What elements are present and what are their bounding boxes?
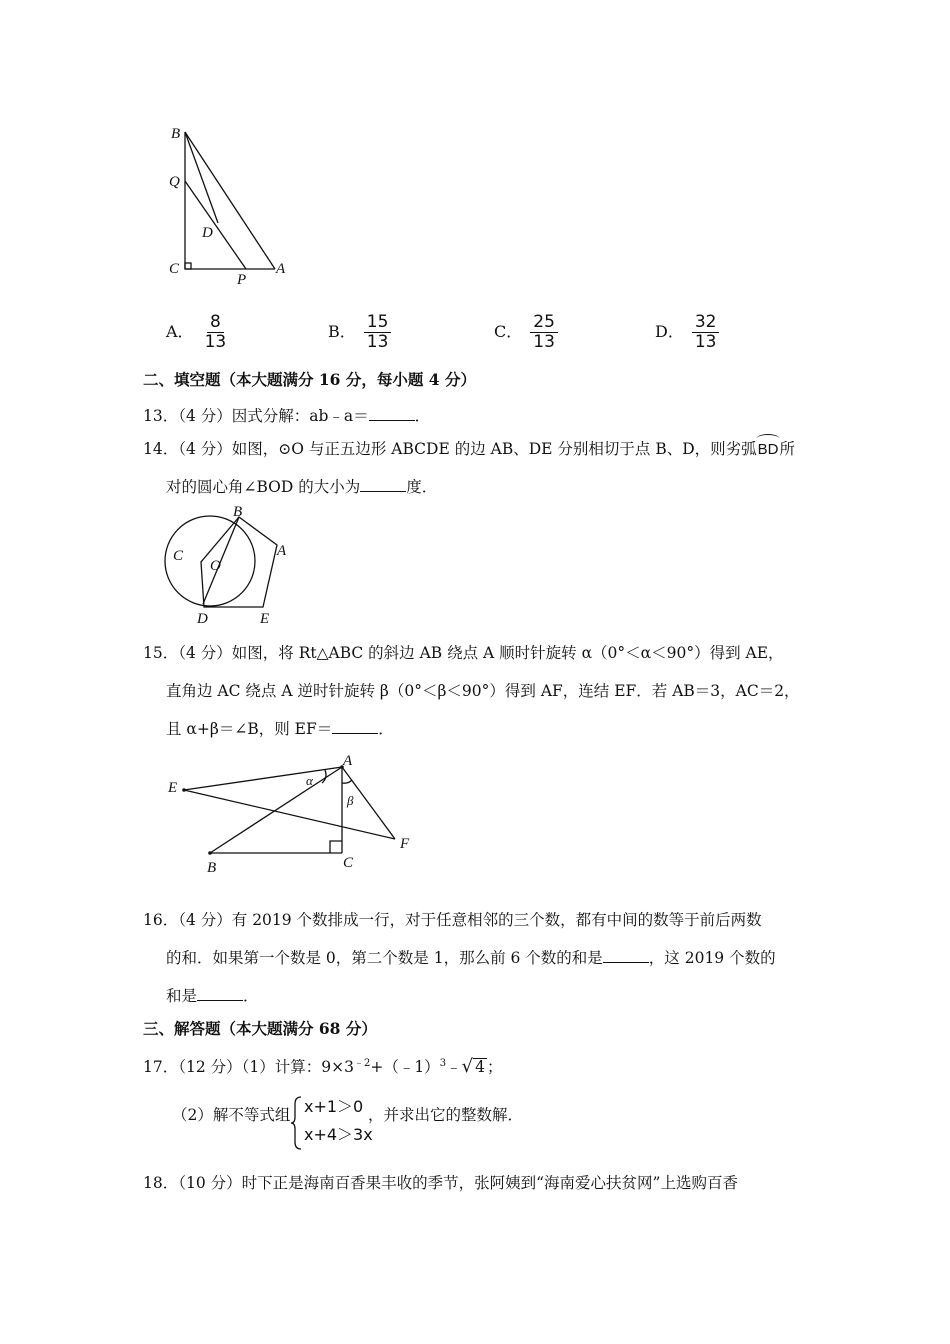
label-P: P	[237, 272, 247, 288]
q16-line1: 16．（4 分）有 2019 个数排成一行，对于任意相邻的三个数，都有中间的数等于前后两数	[143, 911, 762, 929]
label-C: C	[169, 261, 180, 277]
label-alpha: α	[306, 773, 313, 788]
q17-part2-label: （2）解不等式组	[172, 1106, 291, 1124]
label-A: A	[277, 543, 287, 559]
option-b: B． $\frac{15}{13}$	[328, 313, 391, 352]
q14-line2: 对的圆心角∠BOD 的大小为 度．	[166, 478, 438, 496]
q13: 13．（4 分）因式分解：ab﹣a＝ ．	[143, 407, 431, 425]
label-D: D	[197, 611, 208, 627]
label-D: D	[202, 225, 213, 241]
q15-line3: 且 α+β＝∠B，则 EF＝ ．	[166, 720, 394, 738]
section3-title: 三、解答题（本大题满分 68 分）	[143, 1019, 377, 1038]
q17-part1: 17．（12 分）（1）计算：$9\times 3^{﹣2}+(﹣1)^3﹣√$ 4 ；	[143, 1056, 503, 1078]
label-F: F	[400, 836, 410, 852]
label-B: B	[233, 504, 243, 520]
option-a: A． $\frac{8}{13}$	[166, 312, 227, 352]
label-E: E	[260, 611, 270, 627]
q16-line2: 的和．如果第一个数是 0，第二个数是 1，那么前 6 个数的和是 ，这 2019 个数的	[166, 949, 776, 967]
label-Q: Q	[169, 174, 180, 190]
q15-line1: 15．（4 分）如图，将 Rt△ABC 的斜边 AB 绕点 A 顺时针旋转 α（0°＜α＜90°）得到 AE，	[143, 644, 784, 662]
label-O: O	[210, 558, 221, 574]
q18: 18．（10 分）时下正是海南百香果丰收的季节，张阿姨到“海南爱心扶贫网”上选购百香	[143, 1174, 738, 1192]
q14-line1: 14．（4 分）如图，⊙O 与正五边形 ABCDE 的边 AB、DE 分别相切于点 B、D，则劣弧BD所	[143, 438, 795, 461]
label-B: B	[207, 860, 217, 876]
ineq-1: x+1＞0	[304, 1097, 364, 1116]
label-C: C	[173, 548, 184, 564]
q16-line3: 和是 ．	[166, 987, 259, 1005]
ineq-2: x+4＞3x	[304, 1125, 373, 1144]
label-A: A	[276, 261, 286, 277]
figure-q15	[160, 745, 430, 880]
label-A: A	[343, 753, 353, 769]
option-d: D． $\frac{32}{13}$	[655, 313, 719, 352]
figure-q14	[155, 500, 305, 628]
brace-icon	[290, 1096, 302, 1150]
section2-title: 二、填空题（本大题满分 16 分，每小题 4 分）	[143, 370, 476, 389]
label-C: C	[343, 855, 354, 871]
label-E: E	[168, 780, 178, 796]
label-B: B	[171, 126, 181, 142]
q15-line2: 直角边 AC 绕点 A 逆时针旋转 β（0°＜β＜90°）得到 AF，连结 EF．若 AB＝3，AC＝2，	[166, 682, 800, 700]
label-beta: β	[347, 793, 354, 808]
q17-part2-end: ，并求出它的整数解．	[368, 1106, 524, 1124]
figure-q12	[160, 120, 310, 290]
option-c: C． $\frac{25}{13}$	[494, 313, 558, 352]
